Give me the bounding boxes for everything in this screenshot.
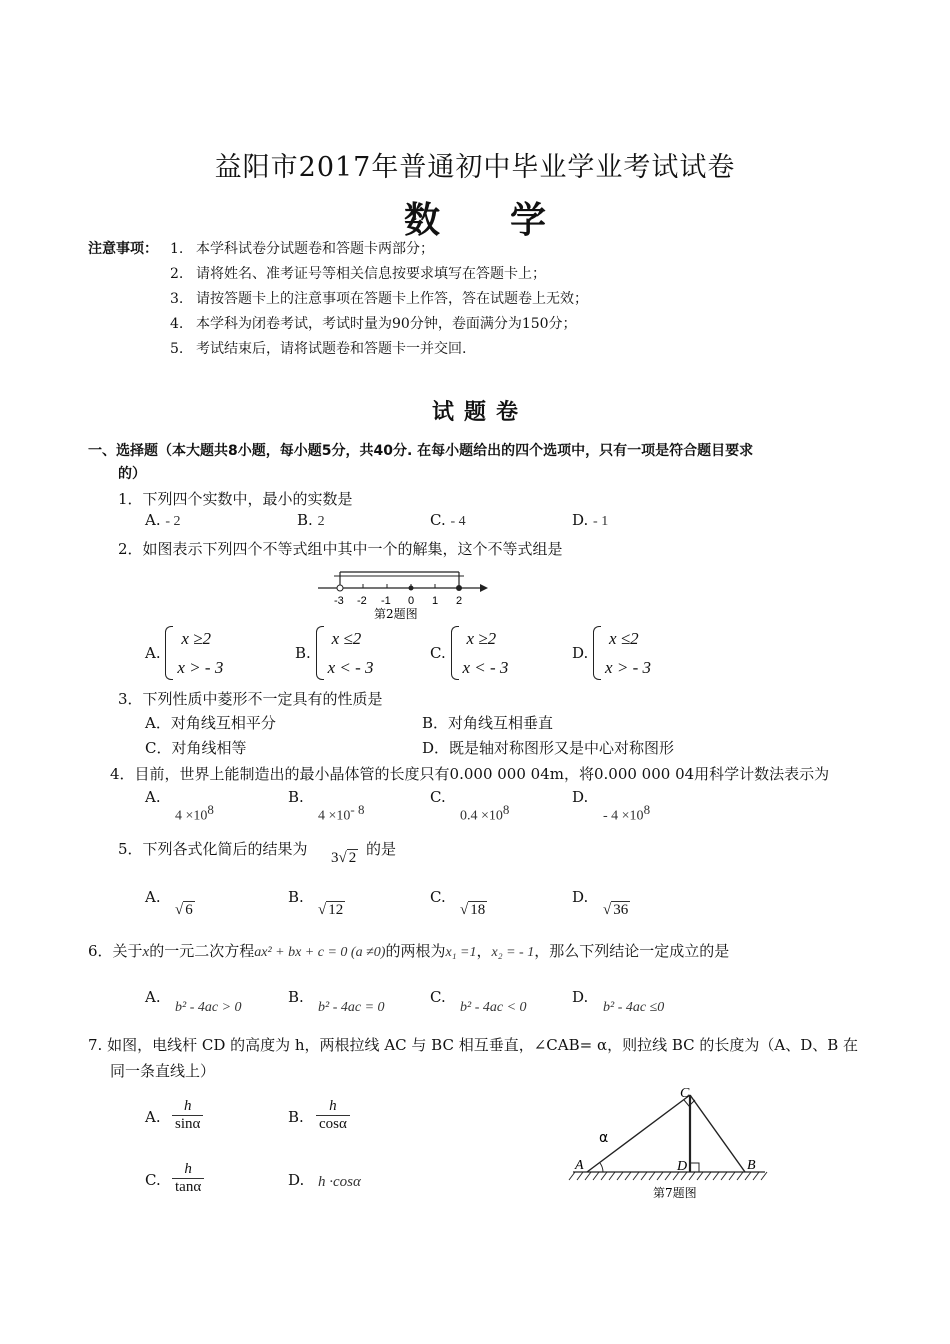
notes-label: 注意事项： [88,241,158,257]
q4-value-d: - $4 \times 10^8$ [603,802,651,824]
subject-title: 数学 [403,200,616,241]
paper-title: 益阳市2017年普通初中毕业学业考试试卷 [214,152,736,183]
q7-option-a: A. [145,1108,161,1126]
axis-arrow-icon [480,584,488,592]
question-3: 3．下列性质中菱形不一定具有的性质是 [118,690,383,708]
q2-option-b: B. x ≤2 x < - 3 [295,624,374,682]
note-item: 3. 请按答题卡上的注意事项在答题卡上作答，答在试题卷上无效； [170,291,588,307]
q6-value-b: b² - 4ac = 0 [318,1000,385,1015]
note-item: 4. 本学科为闭卷考试，考试时量为90分钟，卷面满分为150分； [170,316,577,332]
q1-option-a: A. - 2 [145,511,181,529]
q7-option-b: B. [288,1108,304,1126]
part1-heading-cont: 的） [118,466,146,482]
q6-value-d: b² - 4ac ≤0 [603,1000,665,1015]
line-bc [690,1095,745,1172]
q3-option-d: D．既是轴对称图形又是中心对称图形 [422,739,675,757]
q1-option-d: D. - 1 [572,511,609,529]
q7-triangle-figure [565,1080,775,1205]
q7-value-a: $\frac{h}{\sin\alpha}$ [172,1098,203,1133]
q7-option-c: C. [145,1171,161,1189]
note-item: 5. 考试结束后，请将试题卷和答题卡一并交回. [170,341,467,357]
origin-dot [409,586,414,591]
q6-option-d: D. [572,988,589,1006]
q1-option-b: B. 2 [297,511,325,529]
tick-label: -1 [381,595,391,607]
q5-option-a: A. [145,888,161,906]
question-7-cont: 同一条直线上） [110,1062,216,1080]
question-7: 7. 如图，电线杆 CD 的高度为 h，两根拉线 AC 与 BC 相互垂直，∠CAB= α，则拉线 BC 的长度为（A、D、B 在 [88,1036,859,1054]
note-item: 1. 本学科试卷分试题卷和答题卡两部分； [170,241,434,257]
q5-value-c: √ 18 [460,902,486,918]
tick-label: -2 [357,595,367,607]
q6-option-b: B. [288,988,304,1006]
q5-option-d: D. [572,888,589,906]
question-5: 5．下列各式化简后的结果为 [118,840,308,858]
q5-option-c: C. [430,888,446,906]
label-b: B [747,1158,756,1173]
q2-option-d: D. x ≤2 x > - 3 [572,624,651,682]
q3-option-b: B．对角线互相垂直 [422,714,554,732]
label-alpha: α [599,1130,609,1146]
q4-option-a: A. [145,788,161,806]
ground-hatching [569,1172,767,1180]
label-d: D [677,1159,688,1174]
q6-value-c: b² - 4ac < 0 [460,1000,527,1015]
question-2: 2．如图表示下列四个不等式组中其中一个的解集，这个不等式组是 [118,540,563,558]
q7-value-c: $\frac{h}{\tan\alpha}$ [172,1161,204,1196]
tick-label: 0 [408,595,415,607]
q5-value-d: √ 36 [603,902,629,918]
q6-option-c: C. [430,988,446,1006]
q3-option-c: C．对角线相等 [145,739,247,757]
q2-option-c: C. x ≥2 x < - 3 [430,624,508,682]
closed-circle-marker [456,585,462,591]
figure-caption: 第7题图 [653,1186,697,1200]
question-6: 6．关于x的一元二次方程ax² + bx + c = 0 (a ≠0)的两根为x₁ =1，x₂ = - 1，那么下列结论一定成立的是 [88,942,730,960]
label-c: C [680,1086,690,1101]
q4-option-c: C. [430,788,446,806]
note-item: 2. 请将姓名、准考证号等相关信息按要求填写在答题卡上； [170,266,546,282]
q4-value-a: $4 \times 10^8$ [175,802,214,824]
q5-value-b: √ 12 [318,902,344,918]
q5-expression: 3√ 2 [331,850,357,866]
q4-option-b: B. [288,788,304,806]
question-5-tail: 的是 [366,840,397,858]
angle-arc [600,1163,603,1172]
right-angle-mark-d [690,1163,699,1172]
q4-option-d: D. [572,788,589,806]
tick-label: 1 [432,595,439,607]
q5-option-b: B. [288,888,304,906]
tick-label: 2 [456,595,463,607]
figure-caption: 第2题图 [374,607,418,621]
q2-option-a: A. x ≥2 x > - 3 [145,624,223,682]
label-a: A [575,1158,584,1173]
q6-value-a: b² - 4ac > 0 [175,1000,242,1015]
q2-number-line-figure [312,566,492,622]
q7-option-d: D. [288,1171,305,1189]
part1-heading: 一、选择题（本大题共8小题，每小题5分，共40分. 在每小题给出的四个选项中，只有一项是符合题目要求 [88,443,754,459]
section-title: 试题卷 [431,400,528,425]
q4-value-b: $4 \times 10^{- 8}$ [318,802,365,824]
question-1: 1．下列四个实数中，最小的实数是 [118,490,353,508]
tick-label: -3 [334,595,344,607]
q7-value-d: h ·cosα [318,1174,361,1190]
q6-option-a: A. [145,988,161,1006]
q1-option-c: C. - 4 [430,511,466,529]
q4-value-c: $0.4 \times 10^8$ [460,802,510,824]
q5-value-a: √ 6 [175,902,193,918]
q7-value-b: $\frac{h}{\cos\alpha}$ [316,1098,350,1133]
open-circle-marker [337,585,343,591]
q3-option-a: A．对角线互相平分 [145,714,276,732]
question-4: 4．目前，世界上能制造出的最小晶体管的长度只有0.000 000 04m，将0.000 000 04用科学计数法表示为 [110,765,830,783]
